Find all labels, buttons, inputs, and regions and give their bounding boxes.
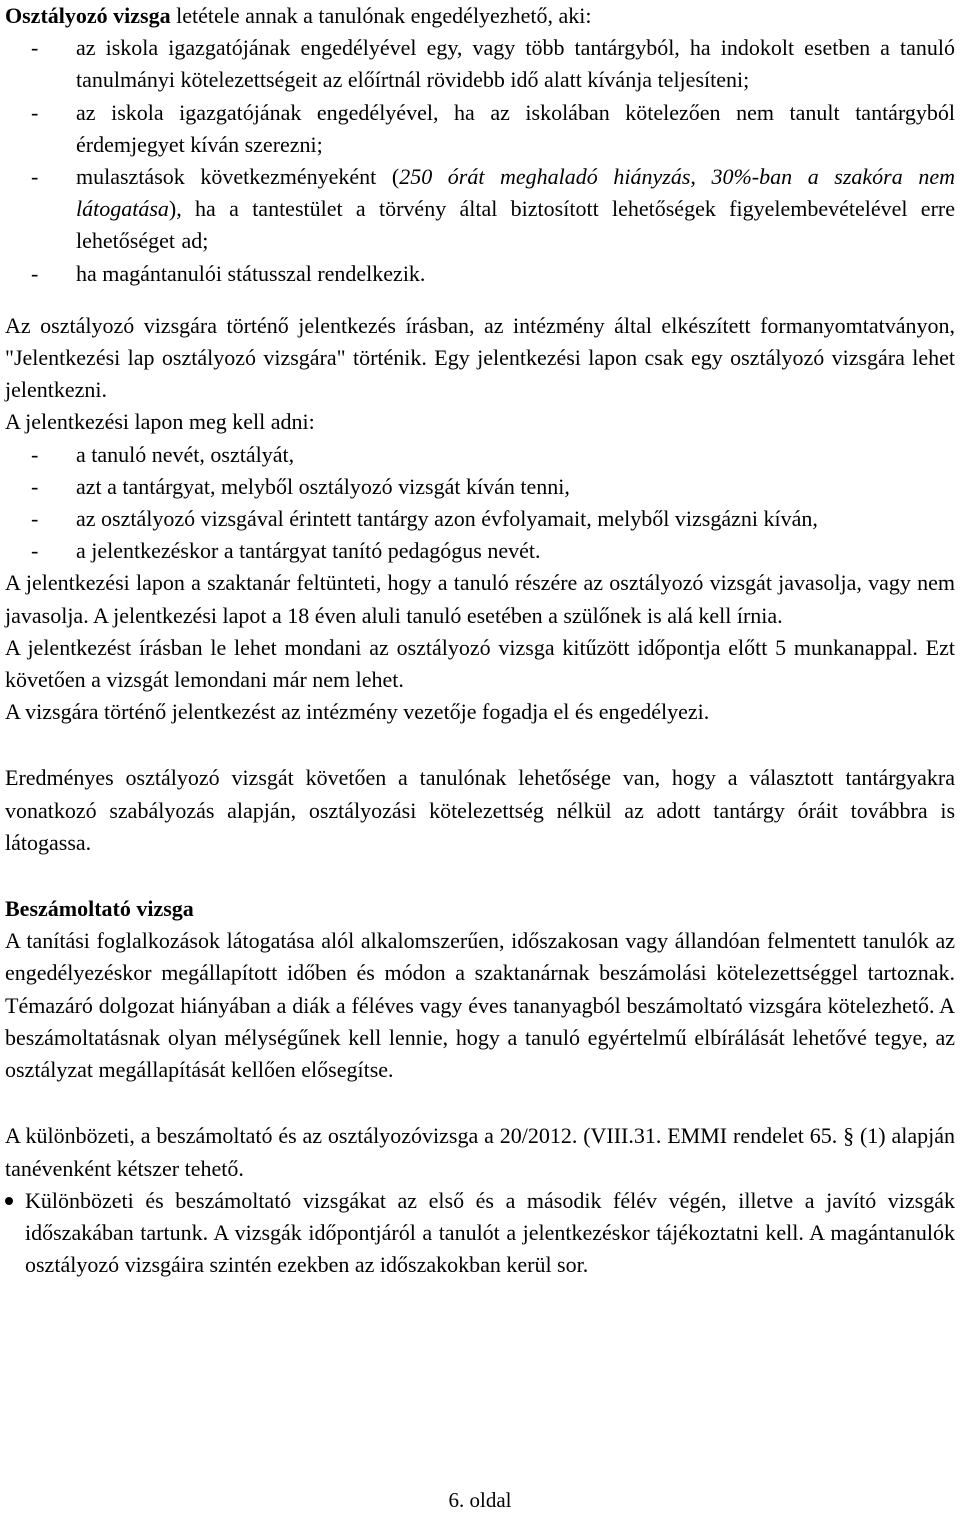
success-paragraph: Eredményes osztályozó vizsgát követően a tanulónak lehetősége van, hogy a választott tantárgyakra vonatkozó szabályozás alapján, osztályozási kötelezettség nélkül az adott tantárgy óráit továbbra is látogassa. [5, 765, 955, 855]
teacher-note-paragraph: A jelentkezési lapon a szaktanár feltünteti, hogy a tanuló részére az osztályozó vizsgát javasolja, vagy nem javasolja. A jelentkezési lapot a 18 éven aluli tanuló esetében a szülőnek is alá kell írnia. [5, 570, 955, 628]
form-item: - azt a tantárgyat, melyből osztályozó vizsgát kíván tenni, [5, 471, 955, 503]
page-number: 6. oldal [448, 1488, 512, 1512]
condition-italic-text: 250 órát meghaladó hiányzás, 30%-ban a szakóra nem látogatása [76, 164, 955, 222]
form-intro-paragraph: A jelentkezési lapon meg kell adni: [5, 409, 315, 435]
section-title-osztalyozo: Osztályozó vizsga [5, 3, 171, 28]
condition-item: - az iskola igazgatójának engedélyével egy, vagy több tantárgyból, ha indokolt esetben a tanuló tanulmányi kötelezettségeit az előírtnál rövidebb idő alatt kívánja teljesíteni; [5, 32, 955, 96]
document-page [5, 0, 955, 1281]
exam-periods-list [5, 1185, 955, 1282]
form-items-list [5, 439, 955, 568]
condition-text: ), ha a tantestület a törvény által biztosított lehetőségek figyelembevételével erre lehetőséget ad; [76, 196, 955, 254]
spacer [5, 1086, 955, 1120]
osztalyozo-intro-text: letétele annak a tanulónak engedélyezhető, aki: [176, 3, 592, 28]
withdraw-paragraph: A jelentkezést írásban le lehet mondani az osztályozó vizsga kitűzött időpontja előtt 5 munkanappal. Ezt követően a vizsgát lemondani már nem lehet. [5, 634, 955, 693]
section-title-beszamoltato: Beszámoltató vizsga [5, 896, 194, 922]
application-paragraph: Az osztályozó vizsgára történő jelentkezés írásban, az intézmény által elkészített formanyomtatványon, "Jelentkezési lap osztályozó vizsgára" történik. Egy jelentkezési lapon csak egy osztályozó vizsgára lehet jelentkezni. [5, 312, 955, 403]
form-item: - az osztályozó vizsgával érintett tantárgy azon évfolyamait, melyből vizsgázni kíván, [5, 503, 955, 535]
beszamoltato-body-paragraph: A tanítási foglalkozások látogatása alól alkalomszerűen, időszakosan vagy állandóan felmentett tanulók az engedélyezéskor megállapított időben és módon a szaktanárnak beszámolási kötelezettséggel tartoznak. Témazáró dolgozat hiányában a diák a féléves vagy éves tananyagból beszámoltató vizsgára kötelezhető. A beszámoltatásnak olyan mélységűnek kell lennie, hogy a tanuló egyértelmű elbírálását lehetővé tegye, az osztályzat megállapítását kellően elősegítse. [5, 928, 955, 1083]
condition-item: - az iskola igazgatójának engedélyével, ha az iskolában kötelezően nem tanult tantárgyból érdemjegyet kíván szerezni; [5, 97, 955, 161]
form-item: - a jelentkezéskor a tantárgyat tanító pedagógus nevét. [5, 535, 955, 567]
spacer [5, 290, 955, 310]
spacer [5, 728, 955, 762]
exam-periods-item: Különbözeti és beszámoltató vizsgákat az első és a második félév végén, illetve a javító vizsgák időszakában tartunk. A vizsgák időpontjáról a tanulót a jelentkezéskor tájékoztatni kell. A magántanulók osztályozó vizsgáira szintén ezekben az időszakokban kerül sor. [5, 1185, 955, 1282]
condition-item: - ha magántanulói státusszal rendelkezik. [5, 258, 955, 290]
approval-paragraph: A vizsgára történő jelentkezést az intézmény vezetője fogadja el és engedélyezi. [5, 699, 710, 725]
conditions-list [5, 32, 955, 290]
legal-paragraph: A különbözeti, a beszámoltató és az osztályozóvizsga a 20/2012. (VIII.31. EMMI rendelet 65. § (1) alapján tanévenként kétszer tehető. [5, 1123, 955, 1181]
condition-item [5, 161, 955, 258]
spacer [5, 859, 955, 893]
osztalyozo-intro-paragraph [5, 0, 955, 32]
form-item: - a tanuló nevét, osztályát, [5, 439, 955, 471]
condition-text: mulasztások következményeként ( [76, 164, 400, 190]
